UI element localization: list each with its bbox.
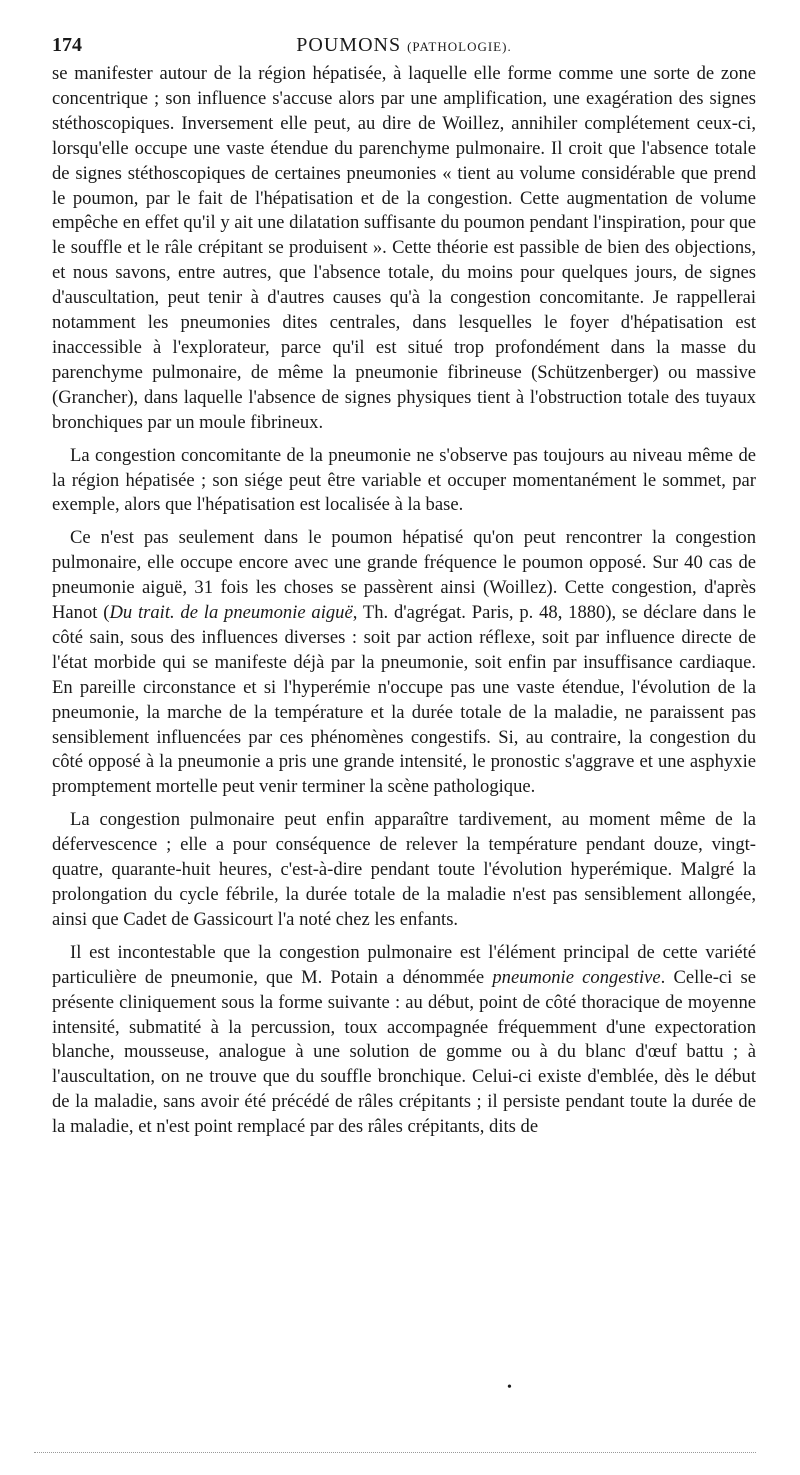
text-run: La congestion pulmonaire peut enfin apparaître tardivement, au moment même de la défervescence ; elle a pour conséquence de relever la température pendant douze, vingt-quatre, quarante-huit heures, c'est-à-dire pendant toute l'évolution hyperémique. Malgré la prolongation du cycle fébrile, la durée totale de la maladie n'est pas sensiblement allongée, ainsi que Cadet de Gassicourt l'a noté chez les enfants. <box>52 809 756 930</box>
page-header <box>52 28 756 62</box>
text-run: se manifester autour de la région hépatisée, à laquelle elle forme comme une sorte de zone concentrique ; son influence s'accuse alors par une amplification, une exagération des signes stéthoscopiques. Inversement elle peut, au dire de Woillez, annihiler complétement ceux-ci, lorsqu'elle occupe une vaste étendue du parenchyme pulmonaire. Il croit que l'absence totale de signes stéthoscopiques de certaines pneumonies « tient au volume considérable que prend le poumon, par le fait de l'hépatisation et de la congestion. Cette augmentation de volume empêche en effet qu'il y ait une dilatation suffisante du poumon pendant l'inspiration, pour que le souffle et le râle crépitant se produisent ». Cette théorie est passible de bien des objections, et nous savons, entre autres, que l'absence totale, du moins pour quelques jours, de signes d'auscultation, peut tenir à d'autres causes qu'à la congestion concomitante. Je rappellerai notamment les pneumonies dites centrales, dans lesquelles le foyer d'hépatisation est inaccessible à l'explorateur, parce qu'il est situé trop profondément dans la masse du parenchyme pulmonaire, de même la pneumonie fibrineuse (Schützenberger) ou massive (Grancher), dans laquelle l'absence de signes physiques tient à l'obstruction totale des tuyaux bronchiques par un moule fibrineux. <box>52 63 756 433</box>
running-head <box>52 28 756 64</box>
text-run: La congestion concomitante de la pneumonie ne s'observe pas toujours au niveau même de la région hépatisée ; son siége peut être variable et occuper momentanément le sommet, par exemple, alors que l'hépatisation est localisée à la base. <box>52 444 756 516</box>
paragraph-3 <box>52 526 756 800</box>
body-text <box>52 62 756 1140</box>
page-number: 174 <box>52 34 82 56</box>
text-run: Ce n'est pas seulement dans le poumon hépatisé qu'on peut rencontrer la congestion pulmonaire, elle occupe encore avec une grande fréquence le poumon opposé. Sur 40 cas de pneumonie aiguë, 31 fois les choses se passèrent ainsi (Woillez). Cette congestion, d'après Hanot ( <box>52 527 756 624</box>
running-head-title: POUMONS <box>296 34 402 56</box>
text-run: . Celle-ci se présente cliniquement sous la forme suivante : au début, point de côté thoracique de moyenne intensité, submatité à la percussion, toux accompagnée fréquemment d'une expectoration blanche, mousseuse, analogue à une solution de gomme ou à du blanc d'œuf battu ; à l'auscultation, on ne trouve que du souffle bronchique. Celui-ci existe d'emblée, dès le début de la maladie, sans avoir été précédé de râles crépitants ; il persiste pendant toute la durée de la maladie, et n'est point remplacé par des râles crépitants, dits de <box>52 966 756 1138</box>
paragraph-2 <box>52 444 756 519</box>
italic-text: Du trait. de la pneumonie aiguë <box>109 602 353 624</box>
ink-dot: • <box>507 1380 512 1395</box>
running-head-subtitle: (PATHOLOGIE). <box>407 39 512 54</box>
paragraph-1 <box>52 62 756 436</box>
italic-text: pneumonie congestive <box>492 966 661 988</box>
paragraph-4 <box>52 808 756 933</box>
footer-rule <box>34 1452 756 1453</box>
text-run: , Th. d'agrégat. Paris, p. 48, 1880), se déclare dans le côté sain, sous des influences diverses : soit par action réflexe, soit par influence directe de l'état morbide qui se manifeste déjà par la pneumonie, soit enfin par insuffisance cardiaque. En pareille circonstance et si l'hyperémie n'occupe pas une vaste étendue, l'évolution de la pneumonie, la marche de la température et la durée totale de la maladie, ne paraissent pas sensiblement influencées par ces phénomènes congestifs. Si, au contraire, la congestion du côté opposé à la pneumonie a pris une grande intensité, le pronostic s'aggrave et une asphyxie promptement mortelle peut venir terminer la scène pathologique. <box>52 602 757 798</box>
paragraph-5 <box>52 941 756 1140</box>
text-run: Il est incontestable que la congestion pulmonaire est l'élément principal de cette variété particulière de pneumonie, que M. Potain a dénommée <box>52 941 756 988</box>
